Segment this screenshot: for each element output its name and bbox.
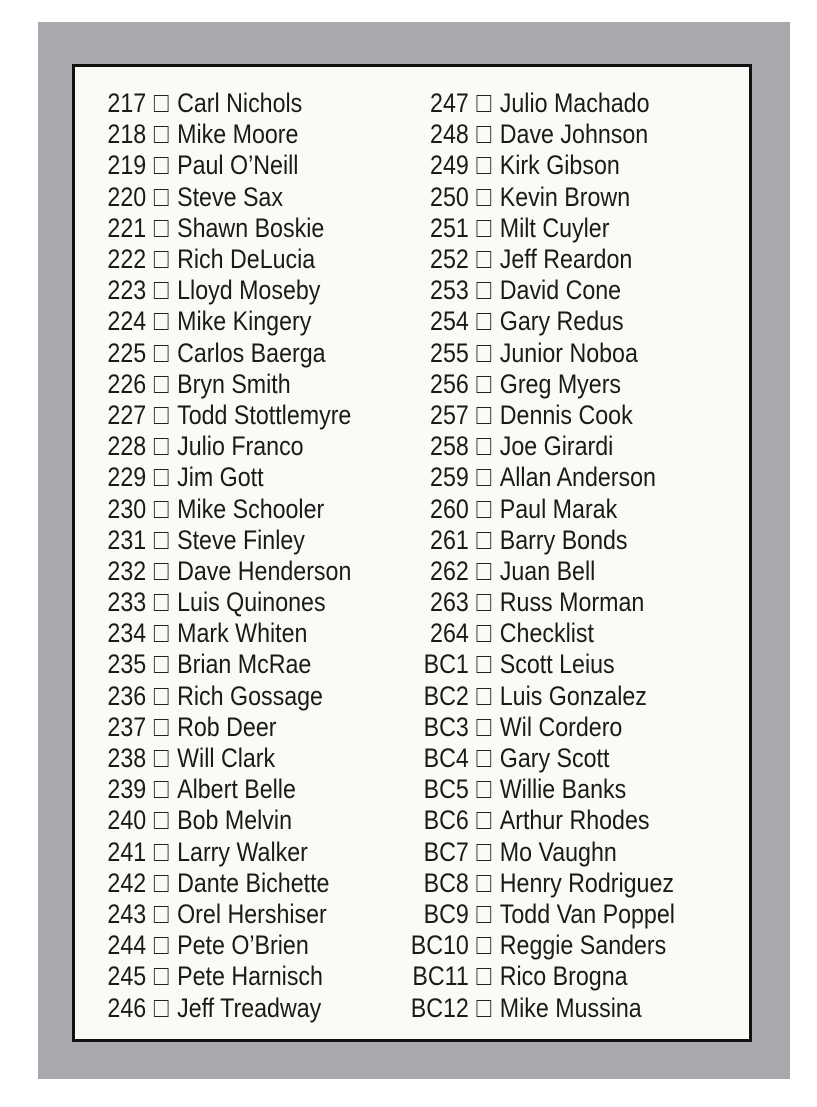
card-number: 225: [107, 337, 147, 368]
checkbox[interactable]: [477, 532, 492, 549]
card-number: 244: [107, 930, 147, 961]
card-number: 259: [430, 462, 469, 493]
checkbox[interactable]: [154, 1000, 169, 1017]
card-number: 245: [107, 961, 147, 992]
checkbox[interactable]: [477, 313, 492, 330]
player-name: Mike Schooler: [177, 493, 325, 524]
card-number: 261: [430, 524, 469, 555]
player-name: Arthur Rhodes: [499, 805, 650, 836]
card-number: BC9: [423, 898, 469, 929]
checkbox[interactable]: [477, 220, 492, 237]
checklist-row: [400, 525, 675, 556]
checkbox[interactable]: [477, 625, 492, 642]
player-name: Mike Mussina: [499, 992, 642, 1023]
checklist-row: [400, 868, 675, 899]
card-number: 258: [430, 431, 469, 462]
player-name: Larry Walker: [177, 836, 308, 867]
card-number: 220: [107, 181, 147, 212]
checkbox[interactable]: [477, 875, 492, 892]
checkbox[interactable]: [477, 95, 492, 112]
player-name: Luis Quinones: [177, 587, 326, 618]
card-number: 219: [107, 150, 147, 181]
card-number: 248: [430, 119, 469, 150]
card-number: 238: [107, 743, 147, 774]
card-number: 218: [107, 119, 147, 150]
checklist-row: [400, 899, 675, 930]
checklist-row: [98, 462, 351, 493]
card-number: BC3: [423, 711, 469, 742]
player-name: Orel Hershiser: [177, 898, 327, 929]
checklist-row: [98, 150, 351, 181]
card-number: 232: [107, 555, 147, 586]
checkbox[interactable]: [477, 251, 492, 268]
checklist-row: [400, 743, 675, 774]
checkbox[interactable]: [154, 719, 169, 736]
player-name: Julio Franco: [177, 431, 304, 462]
checkbox[interactable]: [154, 313, 169, 330]
card-number: BC6: [423, 805, 469, 836]
player-name: Rich DeLucia: [177, 244, 316, 275]
checkbox[interactable]: [477, 438, 492, 455]
player-name: Jeff Reardon: [499, 244, 633, 275]
player-name: Kevin Brown: [499, 181, 631, 212]
player-name: Lloyd Moseby: [177, 275, 321, 306]
player-name: Russ Morman: [499, 587, 645, 618]
card-number: 255: [430, 337, 469, 368]
card-number: BC1: [423, 649, 469, 680]
checklist-row: [400, 369, 675, 400]
checklist-row: [98, 306, 351, 337]
player-name: Milt Cuyler: [499, 212, 610, 243]
player-name: Dave Henderson: [177, 555, 352, 586]
checkbox[interactable]: [477, 563, 492, 580]
checkbox[interactable]: [477, 469, 492, 486]
checklist-row: [98, 431, 351, 462]
checkbox[interactable]: [154, 875, 169, 892]
checkbox[interactable]: [154, 750, 169, 767]
checklist-row: [400, 556, 675, 587]
checklist-row: [98, 182, 351, 213]
checkbox[interactable]: [477, 189, 492, 206]
player-name: Scott Leius: [499, 649, 615, 680]
checkbox[interactable]: [154, 126, 169, 143]
card-number: 252: [430, 244, 469, 275]
player-name: Luis Gonzalez: [499, 680, 647, 711]
checkbox[interactable]: [154, 937, 169, 954]
checklist-row: [98, 774, 351, 805]
checkbox[interactable]: [477, 719, 492, 736]
checklist-row: [400, 618, 675, 649]
checklist-row: [98, 992, 351, 1023]
card-number: BC7: [423, 836, 469, 867]
card-number: 263: [430, 587, 469, 618]
player-name: Checklist: [499, 618, 594, 649]
card-number: 223: [107, 275, 147, 306]
checklist-row: [98, 712, 351, 743]
checkbox[interactable]: [154, 563, 169, 580]
card-number: 221: [107, 212, 147, 243]
player-name: Gary Scott: [499, 743, 610, 774]
checkbox[interactable]: [154, 376, 169, 393]
card-number: 246: [107, 992, 147, 1023]
checkbox[interactable]: [154, 251, 169, 268]
checklist-row: [98, 369, 351, 400]
card-number: BC5: [423, 774, 469, 805]
card-number: 217: [107, 88, 147, 119]
card-number: 230: [107, 493, 147, 524]
card-number: 242: [107, 867, 147, 898]
checkbox[interactable]: [154, 781, 169, 798]
checklist-row: [98, 587, 351, 618]
checkbox[interactable]: [154, 189, 169, 206]
checkbox[interactable]: [154, 95, 169, 112]
checklist-row: [98, 400, 351, 431]
player-name: Bryn Smith: [177, 368, 291, 399]
checklist-row: [98, 961, 351, 992]
player-name: Carlos Baerga: [177, 337, 326, 368]
player-name: Dave Johnson: [499, 119, 649, 150]
player-name: Dante Bichette: [177, 867, 330, 898]
checkbox[interactable]: [477, 157, 492, 174]
checklist-row: [400, 462, 675, 493]
checkbox[interactable]: [477, 906, 492, 923]
card-number: BC4: [423, 743, 469, 774]
player-name: Carl Nichols: [177, 88, 303, 119]
checkbox[interactable]: [477, 282, 492, 299]
card-number: 227: [107, 399, 147, 430]
checkbox[interactable]: [477, 501, 492, 518]
player-name: Reggie Sanders: [499, 930, 667, 961]
checkbox[interactable]: [477, 937, 492, 954]
checkbox[interactable]: [477, 1000, 492, 1017]
checklist-row: [98, 681, 351, 712]
checkbox[interactable]: [154, 407, 169, 424]
checkbox[interactable]: [477, 126, 492, 143]
card-number: 240: [107, 805, 147, 836]
card-number: 226: [107, 368, 147, 399]
checklist-row: [98, 119, 351, 150]
card-number: 229: [107, 462, 147, 493]
card-number: 239: [107, 774, 147, 805]
card-number: 243: [107, 898, 147, 929]
card-number: 224: [107, 306, 147, 337]
player-name: Juan Bell: [499, 555, 596, 586]
checkbox[interactable]: [154, 501, 169, 518]
player-name: Paul O’Neill: [177, 150, 299, 181]
checklist-row: [400, 961, 675, 992]
checklist-row: [98, 338, 351, 369]
card-number: 254: [430, 306, 469, 337]
checklist-row: [400, 400, 675, 431]
checkbox[interactable]: [154, 345, 169, 362]
checklist-row: [400, 275, 675, 306]
checklist-row: [98, 244, 351, 275]
card-number: BC12: [410, 992, 469, 1023]
checklist-row: [98, 275, 351, 306]
checkbox[interactable]: [154, 282, 169, 299]
checklist-row: [400, 992, 675, 1023]
checklist-row: [98, 899, 351, 930]
checklist-row: [400, 182, 675, 213]
player-name: Steve Finley: [177, 524, 305, 555]
checklist-row: [400, 805, 675, 836]
checklist-row: [98, 649, 351, 680]
checklist-row: [98, 805, 351, 836]
player-name: Mo Vaughn: [499, 836, 617, 867]
card-number: 264: [430, 618, 469, 649]
player-name: Joe Girardi: [499, 431, 614, 462]
checkbox[interactable]: [154, 688, 169, 705]
player-name: Pete O’Brien: [177, 930, 309, 961]
checklist-row: [98, 618, 351, 649]
checkbox[interactable]: [477, 844, 492, 861]
checkbox[interactable]: [477, 750, 492, 767]
player-name: Greg Myers: [499, 368, 622, 399]
card-number: 233: [107, 587, 147, 618]
card-number: 260: [430, 493, 469, 524]
player-name: Todd Stottlemyre: [177, 399, 352, 430]
card-number: 231: [107, 524, 147, 555]
card-number: 228: [107, 431, 147, 462]
checklist-row: [400, 306, 675, 337]
player-name: Kirk Gibson: [499, 150, 620, 181]
checklist-row: [400, 712, 675, 743]
checklist-row: [400, 774, 675, 805]
card-number: 241: [107, 836, 147, 867]
checkbox[interactable]: [477, 781, 492, 798]
checklist-row: [400, 431, 675, 462]
player-name: Mark Whiten: [177, 618, 308, 649]
player-name: Wil Cordero: [499, 711, 623, 742]
player-name: Henry Rodriguez: [499, 867, 674, 898]
player-name: Allan Anderson: [499, 462, 656, 493]
checkbox[interactable]: [477, 594, 492, 611]
checkbox[interactable]: [154, 469, 169, 486]
checkbox[interactable]: [154, 968, 169, 985]
player-name: Paul Marak: [499, 493, 618, 524]
checklist-card: [38, 22, 790, 1079]
checkbox[interactable]: [154, 844, 169, 861]
player-name: Todd Van Poppel: [499, 898, 675, 929]
player-name: Will Clark: [177, 743, 276, 774]
card-number: 234: [107, 618, 147, 649]
checklist-row: [98, 868, 351, 899]
checkbox[interactable]: [154, 438, 169, 455]
card-number: 253: [430, 275, 469, 306]
player-name: Brian McRae: [177, 649, 312, 680]
card-number: 256: [430, 368, 469, 399]
player-name: Jim Gott: [177, 462, 264, 493]
card-number: 237: [107, 711, 147, 742]
player-name: Mike Kingery: [177, 306, 312, 337]
player-name: Shawn Boskie: [177, 212, 325, 243]
checklist-row: [98, 837, 351, 868]
checklist-row: [400, 649, 675, 680]
card-number: 236: [107, 680, 147, 711]
checkbox[interactable]: [154, 656, 169, 673]
checkbox[interactable]: [477, 376, 492, 393]
card-number: 235: [107, 649, 147, 680]
player-name: Julio Machado: [499, 88, 650, 119]
card-number: 222: [107, 244, 147, 275]
checkbox[interactable]: [154, 220, 169, 237]
card-number: BC8: [423, 867, 469, 898]
checkbox[interactable]: [477, 968, 492, 985]
player-name: Rob Deer: [177, 711, 277, 742]
checkbox[interactable]: [477, 407, 492, 424]
checklist-row: [98, 556, 351, 587]
checkbox[interactable]: [477, 345, 492, 362]
checklist-right-column: [400, 88, 720, 1024]
checklist-row: [400, 837, 675, 868]
player-name: Albert Belle: [177, 774, 296, 805]
checklist-row: [400, 338, 675, 369]
checklist-row: [98, 88, 351, 119]
checkbox[interactable]: [477, 688, 492, 705]
checkbox[interactable]: [477, 656, 492, 673]
player-name: Dennis Cook: [499, 399, 633, 430]
card-number: 247: [430, 88, 469, 119]
card-number: 250: [430, 181, 469, 212]
player-name: Pete Harnisch: [177, 961, 323, 992]
card-number: BC2: [423, 680, 469, 711]
checklist-row: [400, 493, 675, 524]
checklist-row: [400, 213, 675, 244]
checkbox[interactable]: [154, 594, 169, 611]
checklist-row: [400, 587, 675, 618]
checkbox[interactable]: [154, 906, 169, 923]
checklist-row: [400, 681, 675, 712]
checklist-row: [98, 930, 351, 961]
checkbox[interactable]: [154, 625, 169, 642]
player-name: Rich Gossage: [177, 680, 323, 711]
checklist-row: [400, 244, 675, 275]
checklist-row: [400, 119, 675, 150]
player-name: Jeff Treadway: [177, 992, 322, 1023]
checkbox[interactable]: [154, 812, 169, 829]
checklist-row: [400, 88, 675, 119]
card-number: 262: [430, 555, 469, 586]
player-name: Willie Banks: [499, 774, 627, 805]
player-name: Gary Redus: [499, 306, 624, 337]
card-number: 249: [430, 150, 469, 181]
checkbox[interactable]: [154, 532, 169, 549]
checklist-row: [98, 213, 351, 244]
checklist-row: [400, 150, 675, 181]
checklist-row: [98, 493, 351, 524]
checkbox[interactable]: [477, 812, 492, 829]
player-name: Barry Bonds: [499, 524, 628, 555]
checklist-row: [98, 743, 351, 774]
card-number: 251: [430, 212, 469, 243]
player-name: Mike Moore: [177, 119, 299, 150]
checklist-row: [400, 930, 675, 961]
player-name: Bob Melvin: [177, 805, 292, 836]
checklist-row: [98, 525, 351, 556]
card-number: BC11: [412, 961, 469, 992]
checkbox[interactable]: [154, 157, 169, 174]
checklist-left-column: [98, 88, 393, 1024]
player-name: Rico Brogna: [499, 961, 628, 992]
checklist-panel: [72, 64, 752, 1042]
card-number: 257: [430, 399, 469, 430]
player-name: Junior Noboa: [499, 337, 638, 368]
card-number: BC10: [410, 930, 469, 961]
player-name: Steve Sax: [177, 181, 283, 212]
player-name: David Cone: [499, 275, 622, 306]
